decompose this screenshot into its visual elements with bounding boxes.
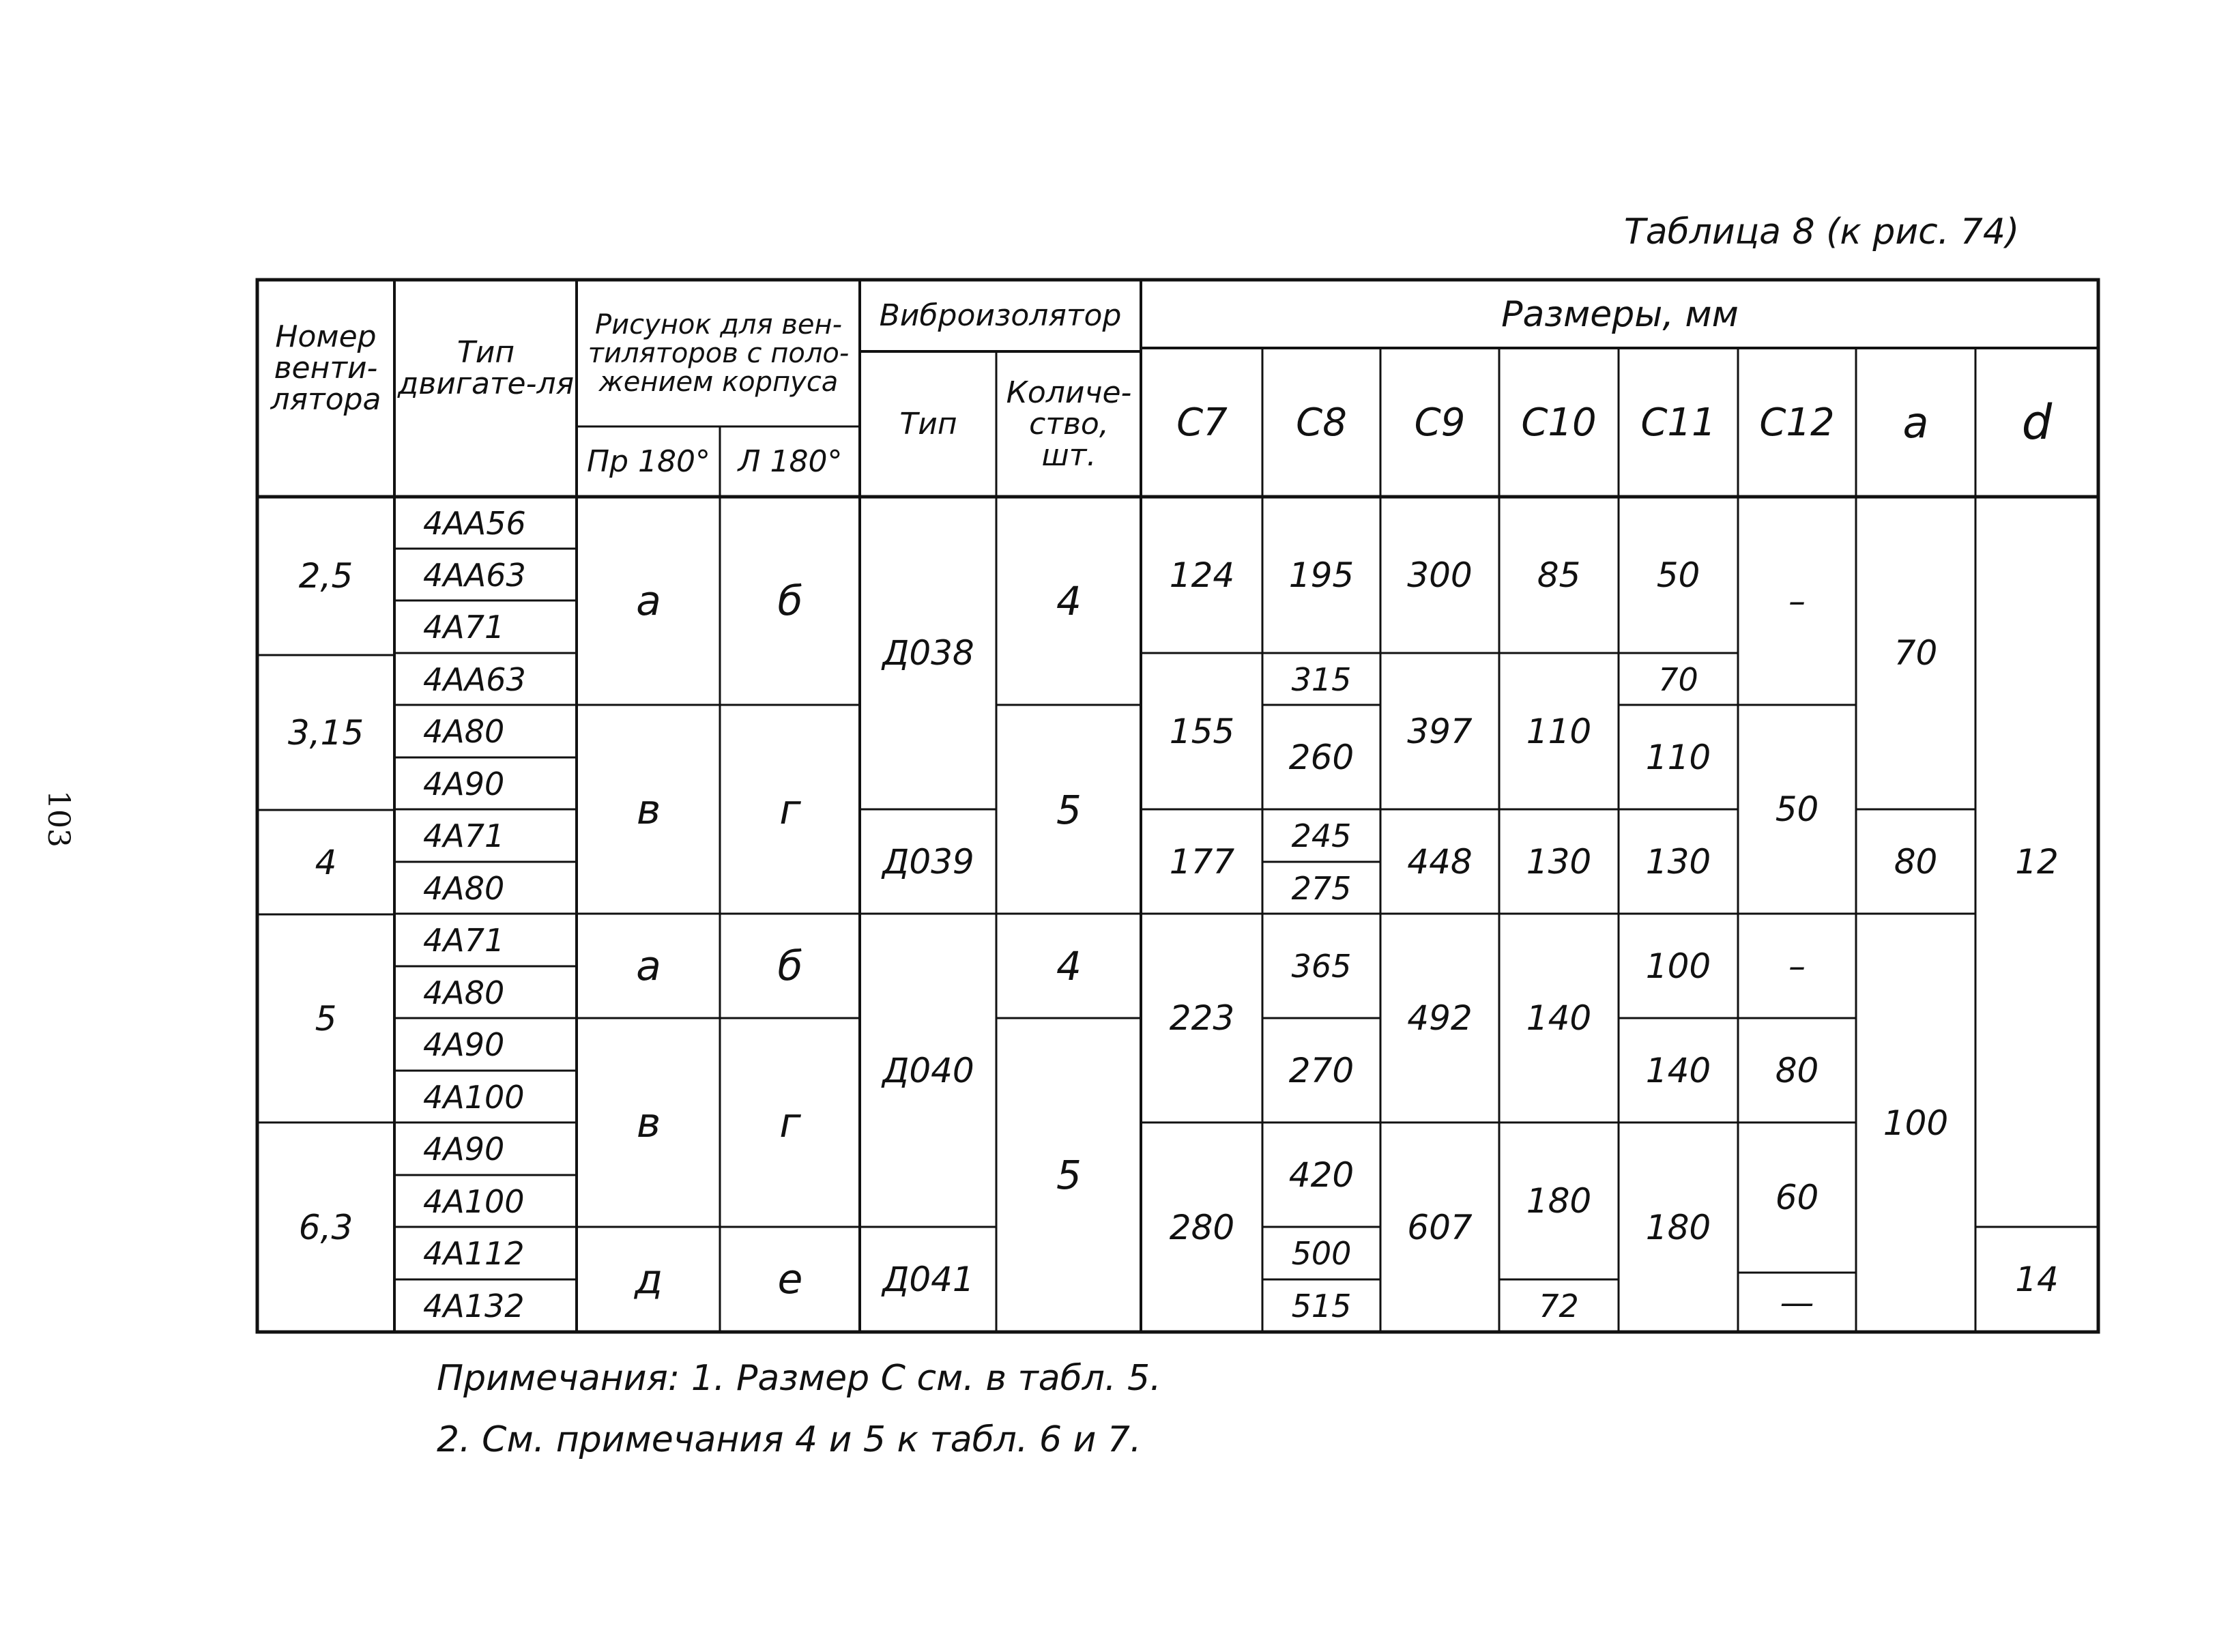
- c11-value: 50: [1656, 555, 1700, 595]
- a-value: 80: [1894, 841, 1938, 882]
- drawing-l180: б: [777, 577, 803, 625]
- table-caption: Таблица 8 (к рис. 74): [1624, 212, 2020, 252]
- vibro-type: Д039: [882, 841, 974, 882]
- c11-value: 70: [1658, 661, 1698, 698]
- vibro-qty: 4: [1056, 577, 1082, 624]
- motor-type: 4АА63: [423, 661, 526, 698]
- header-c7: C7: [1176, 400, 1228, 445]
- c11-value: 180: [1645, 1207, 1711, 1247]
- motor-type: 4А71: [423, 921, 505, 959]
- c8-value: 275: [1291, 869, 1352, 907]
- header-c8: C8: [1296, 400, 1347, 445]
- c10-value: 85: [1537, 555, 1581, 595]
- d-value: 12: [2015, 842, 2059, 882]
- c8-value: 500: [1291, 1234, 1352, 1272]
- motor-type: 4А80: [423, 869, 505, 907]
- c10-value: 140: [1526, 998, 1592, 1039]
- fan-number: 2,5: [298, 555, 353, 596]
- a-value: 100: [1883, 1103, 1949, 1143]
- c8-value: 515: [1291, 1287, 1352, 1324]
- c12-value: —: [1780, 1282, 1814, 1322]
- motor-type: 4А100: [423, 1078, 525, 1116]
- drawing-pr180: а: [636, 577, 661, 625]
- header-drawing-group: Рисунок для вен-тиляторов с поло-жением корпуса: [588, 308, 850, 398]
- c11-value: 130: [1645, 841, 1711, 882]
- motor-type: 4А80: [423, 712, 505, 750]
- c9-value: 448: [1407, 841, 1473, 882]
- motor-type: 4А90: [423, 765, 505, 802]
- vibro-qty: 5: [1056, 1152, 1082, 1199]
- fan-number: 5: [315, 998, 337, 1039]
- drawing-pr180: а: [636, 942, 661, 990]
- drawing-pr180: д: [634, 1256, 663, 1303]
- c12-value: 50: [1775, 789, 1819, 830]
- fan-number: 3,15: [287, 712, 364, 753]
- header-c9: C9: [1414, 400, 1466, 445]
- c9-value: 492: [1407, 998, 1473, 1039]
- vibro-type: Д040: [882, 1050, 974, 1090]
- fan-number: 4: [315, 842, 337, 882]
- motor-type: 4А112: [423, 1234, 525, 1272]
- drawing-l180: б: [777, 942, 803, 990]
- drawing-l180: г: [779, 1099, 801, 1147]
- vibro-qty: 4: [1056, 942, 1082, 989]
- c7-value: 223: [1169, 998, 1235, 1039]
- motor-type: 4А71: [423, 608, 505, 646]
- c10-value: 110: [1526, 711, 1592, 751]
- vibro-type: Д041: [882, 1260, 974, 1300]
- drawing-pr180: в: [636, 785, 661, 834]
- c10-value: 72: [1539, 1287, 1579, 1324]
- c8-value: 315: [1291, 661, 1352, 698]
- vibro-type: Д038: [882, 633, 974, 673]
- c11-value: 100: [1645, 946, 1711, 986]
- header-d: d: [2021, 394, 2053, 451]
- a-value: 70: [1894, 633, 1938, 673]
- motor-type: 4АА56: [423, 504, 526, 542]
- header-vibro-isolator: Виброизолятор: [879, 298, 1122, 333]
- vibro-qty: 5: [1056, 786, 1082, 833]
- notes: [437, 1348, 1528, 1470]
- header-c10: C10: [1521, 400, 1597, 445]
- c8-value: 245: [1291, 817, 1352, 854]
- c8-value: 260: [1288, 737, 1354, 777]
- c12-value: –: [1788, 946, 1806, 986]
- header-vibro-qty: Количе-ство, шт.: [1006, 375, 1132, 474]
- c7-value: 124: [1169, 555, 1235, 595]
- c7-value: 177: [1169, 841, 1235, 882]
- motor-type: 4А90: [423, 1130, 505, 1168]
- fan-number: 6,3: [298, 1207, 353, 1247]
- header-motor-type: Тип двигате-ля: [397, 334, 575, 401]
- c11-value: 140: [1645, 1050, 1711, 1090]
- c8-value: 195: [1288, 555, 1354, 595]
- page-number: 103: [41, 790, 76, 847]
- c10-value: 180: [1526, 1181, 1592, 1221]
- drawing-l180: г: [779, 785, 801, 834]
- c9-value: 397: [1407, 711, 1473, 751]
- motor-type: 4А100: [423, 1183, 525, 1220]
- c9-value: 300: [1407, 555, 1473, 595]
- c8-value: 270: [1288, 1050, 1354, 1090]
- header-vibro-type: Тип: [899, 406, 957, 441]
- c8-value: 365: [1291, 947, 1352, 985]
- c7-value: 280: [1169, 1207, 1235, 1247]
- header-a: a: [1902, 398, 1929, 448]
- c12-value: 60: [1775, 1178, 1819, 1218]
- c10-value: 130: [1526, 841, 1592, 882]
- note-line: 2. См. примечания 4 и 5 к табл. 6 и 7.: [437, 1419, 1142, 1460]
- motor-type: 4А90: [423, 1026, 505, 1063]
- drawing-pr180: в: [636, 1099, 661, 1147]
- motor-type: 4А80: [423, 974, 505, 1011]
- c9-value: 607: [1407, 1207, 1473, 1247]
- motor-type: 4А132: [423, 1287, 525, 1324]
- drawing-l180: е: [777, 1256, 803, 1303]
- c12-value: 80: [1775, 1050, 1819, 1090]
- note-line: Примечания: 1. Размер С см. в табл. 5.: [437, 1358, 1161, 1399]
- header-pr180: Пр 180°: [587, 444, 710, 479]
- header-l180: Л 180°: [738, 444, 843, 479]
- header-c12: C12: [1759, 400, 1835, 445]
- motor-type: 4АА63: [423, 556, 526, 594]
- header-c11: C11: [1640, 400, 1716, 445]
- header-dimensions: Размеры, мм: [1501, 293, 1739, 335]
- c11-value: 110: [1645, 737, 1711, 777]
- c8-value: 420: [1288, 1155, 1354, 1195]
- d-value: 14: [2015, 1260, 2059, 1300]
- header-fan-number: Номер венти-лятора: [270, 319, 381, 418]
- motor-type: 4А71: [423, 817, 505, 854]
- c7-value: 155: [1169, 711, 1235, 751]
- c12-value: –: [1788, 581, 1806, 621]
